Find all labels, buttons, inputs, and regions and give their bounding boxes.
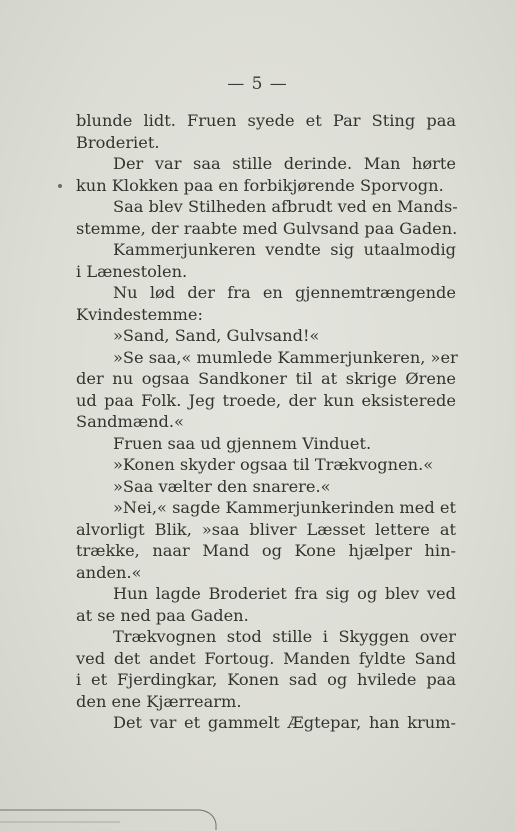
text-line: Trækvognen stod stille i Skyggen over <box>113 627 456 646</box>
text-line: Kammerjunkeren vendte sig utaalmodig <box>113 240 456 259</box>
text-line: anden.« <box>76 562 142 582</box>
page-corner-fold <box>0 800 220 830</box>
text-line: Fruen saa ud gjennem Vinduet. <box>113 433 372 453</box>
text-line: Nu lød der fra en gjennemtrængende <box>113 283 456 302</box>
text-line: den ene Kjærrearm. <box>76 691 242 711</box>
text-line: i Lænestolen. <box>76 261 188 281</box>
text-line: blunde lidt. Fruen syede et Par Sting paa <box>76 111 456 130</box>
text-line: ud paa Folk. Jeg troede, der kun eksisterede <box>76 390 456 410</box>
text-line: »Nei,« sagde Kammerjunkerinden med et <box>113 498 456 517</box>
text-line: ved det andet Fortoug. Manden fyldte Sand <box>76 648 456 668</box>
text-line: Saa blev Stilheden afbrudt ved en Mands- <box>113 197 458 216</box>
text-line: Hun lagde Broderiet fra sig og blev ved <box>113 584 456 603</box>
body-text <box>76 110 456 734</box>
text-line: alvorligt Blik, »saa bliver Læsset lettere at <box>76 519 456 539</box>
text-line: i et Fjerdingkar, Konen sad og hvilede paa <box>76 670 456 689</box>
text-line: »Se saa,« mumlede Kammerjunkeren, »er <box>113 347 458 367</box>
text-line: »Konen skyder ogsaa til Trækvognen.« <box>113 455 434 474</box>
margin-speck <box>58 184 62 188</box>
text-line: kun Klokken paa en forbikjørende Sporvogn. <box>76 175 444 195</box>
text-line: »Saa vælter den snarere.« <box>113 476 331 496</box>
text-line: at se ned paa Gaden. <box>76 605 249 625</box>
text-line: Kvindestemme: <box>76 304 203 324</box>
text-line: Sandmænd.« <box>76 412 184 431</box>
text-line: der nu ogsaa Sandkoner til at skrige Ørene <box>76 369 456 388</box>
text-line: Der var saa stille derinde. Man hørte <box>113 154 456 173</box>
text-line: Det var et gammelt Ægtepar, han krum- <box>113 713 456 732</box>
page-number: — 5 — <box>227 74 288 94</box>
text-line: Broderiet. <box>76 132 160 152</box>
text-line: stemme, der raabte med Gulvsand paa Gaden. <box>76 218 458 238</box>
text-line: trække, naar Mand og Kone hjælper hin- <box>76 541 456 560</box>
text-line: »Sand, Sand, Gulvsand!« <box>113 326 320 345</box>
